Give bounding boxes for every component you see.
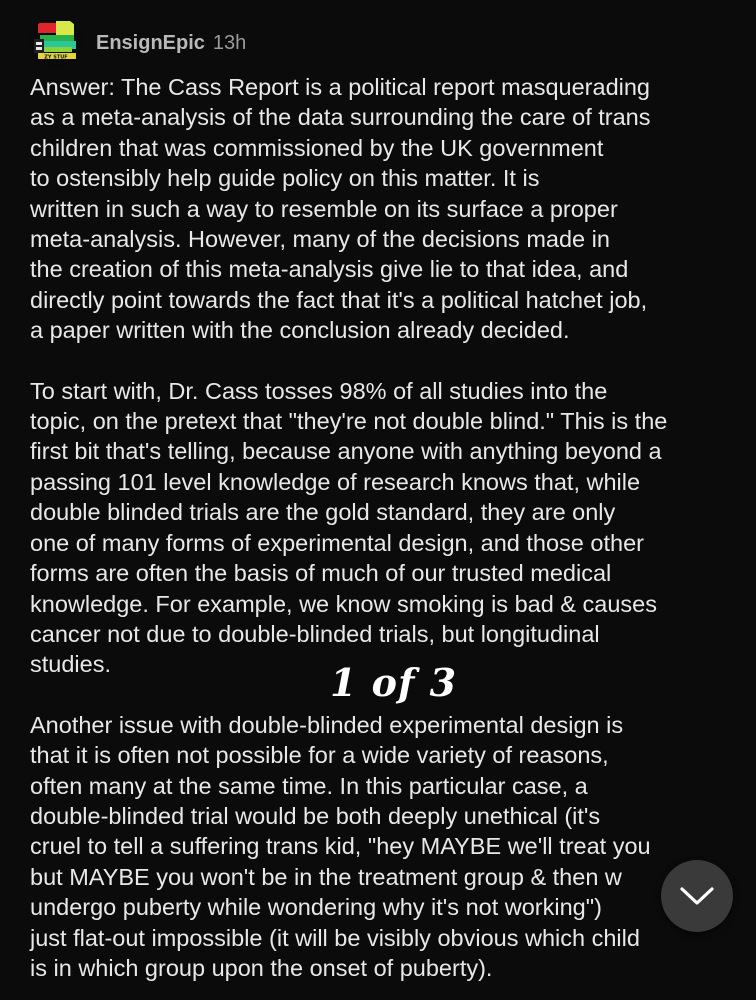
text-line: studies. [30,651,111,678]
text-line: as a meta-analysis of the data surrounding the care of trans [30,104,651,131]
comment-body [30,72,742,983]
text-line: Another issue with double-blinded experimental design is [30,711,624,738]
text-line: just flat-out impossible (it will be visibly obvious which child [30,924,640,951]
avatar[interactable] [30,17,82,69]
comment-header [30,18,246,68]
text-line: to ostensibly help guide policy on this matter. It is [30,165,540,192]
text-line: but MAYBE you won't be in the treatment group & then w [30,863,622,890]
svg-text:ZY STUF: ZY STUF [44,54,68,61]
text-line: undergo puberty while wondering why it's not working") [30,894,602,921]
paragraph-2 [30,376,742,680]
comment-timestamp: 13h [212,31,247,54]
text-line: a paper written with the conclusion already decided. [30,317,570,344]
text-line: that it is often not possible for a wide variety of reasons, [30,742,609,769]
chevron-down-icon [677,884,717,908]
text-line: knowledge. For example, we know smoking is bad & causes [30,590,657,617]
text-line: passing 101 level knowledge of research knows that, while [30,468,641,495]
text-line: Answer: The Cass Report is a political report masquerading [30,74,650,100]
text-line: is in which group upon the onset of puberty). [30,954,493,981]
text-line: double-blinded trial would be both deeply unethical (it's [30,802,601,829]
avatar-image [30,17,82,69]
collapse-button[interactable] [661,860,733,932]
text-line: first bit that's telling, because anyone with anything beyond a [30,438,662,465]
text-line: one of many forms of experimental design, and those other [30,529,644,556]
page-indicator-overlay: 1 of 3 [330,660,458,705]
text-line: the creation of this meta-analysis give lie to that idea, and [30,256,629,283]
text-line: To start with, Dr. Cass tosses 98% of all studies into the [30,377,608,404]
text-line: cancer not due to double-blinded trials, but longitudinal [30,620,600,647]
text-line: often many at the same time. In this particular case, a [30,772,588,799]
paragraph-spacer [30,346,742,376]
author-username[interactable]: EnsignEpic [96,31,205,54]
text-line: meta-analysis. However, many of the decisions made in [30,226,610,253]
text-line: forms are often the basis of much of our trusted medical [30,560,612,587]
paragraph-1 [30,72,742,346]
text-line: written in such a way to resemble on its surface a proper [30,195,618,222]
text-line: topic, on the pretext that "they're not double blind." This is the [30,408,668,435]
text-line: cruel to tell a suffering trans kid, "hey MAYBE we'll treat you [30,833,651,860]
text-line: directly point towards the fact that it's a political hatchet job, [30,286,648,313]
text-line: children that was commissioned by the UK government [30,134,604,161]
paragraph-3 [30,710,742,984]
text-line: double blinded trials are the gold standard, they are only [30,499,616,526]
